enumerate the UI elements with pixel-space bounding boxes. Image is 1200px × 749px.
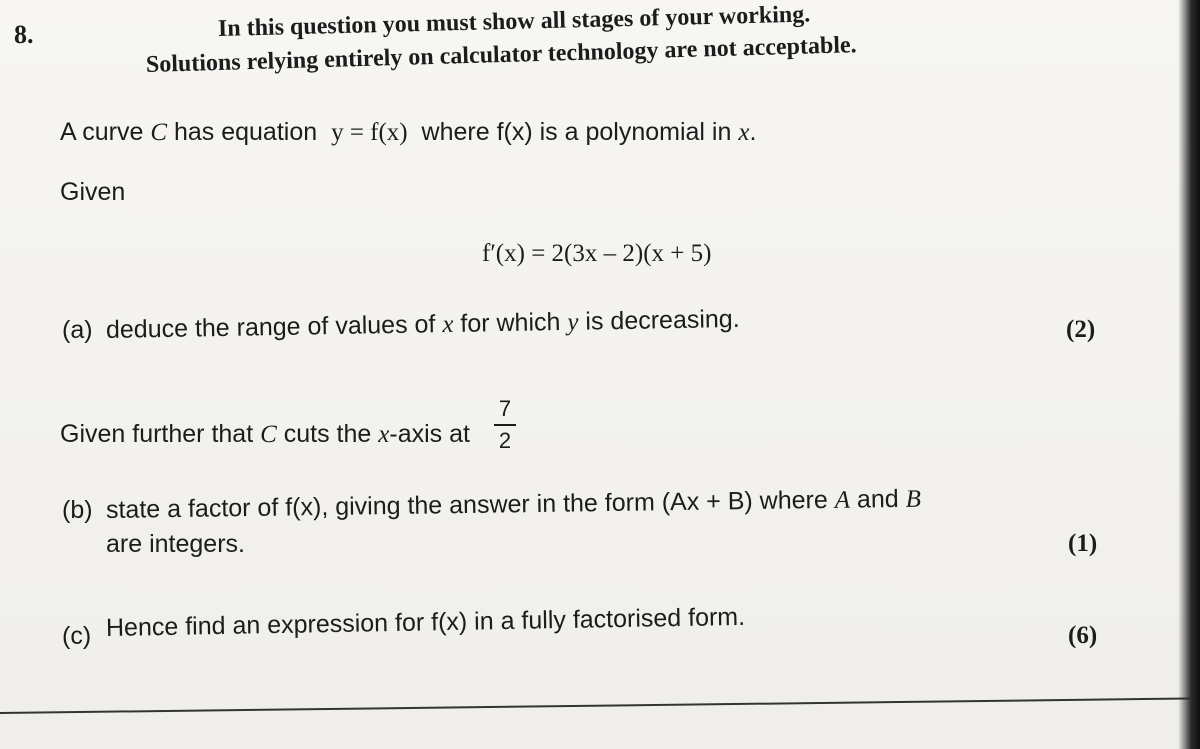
instruction-line-2: Solutions relying entirely on calculator technology are not acceptable. xyxy=(145,32,857,78)
intro-sentence: A curve C has equation y = f(x) where f(x) is a polynomial in x. xyxy=(60,118,757,146)
part-b-marks: (1) xyxy=(1068,530,1098,557)
part-b-label: (b) xyxy=(62,496,93,524)
part-a-label: (a) xyxy=(62,316,93,344)
part-a-marks: (2) xyxy=(1066,316,1096,343)
page-edge-shadow xyxy=(1178,0,1200,749)
given-label: Given xyxy=(60,178,126,206)
fraction-numerator: 7 xyxy=(498,396,512,421)
part-c-marks: (6) xyxy=(1068,622,1098,649)
derivative-equation: f′(x) = 2(3x – 2)(x + 5) xyxy=(482,240,712,267)
question-number: 8. xyxy=(14,20,34,49)
part-b-text-line-1: state a factor of f(x), giving the answer in the form (Ax + B) where A and B xyxy=(105,484,922,524)
part-c-label: (c) xyxy=(62,622,92,650)
part-a-text: deduce the range of values of x for which y is decreasing. xyxy=(105,304,740,344)
given-further-text: Given further that C cuts the x-axis at xyxy=(60,420,470,448)
instruction-line-1: In this question you must show all stages of your working. xyxy=(217,1,811,42)
part-b-text-line-2: are integers. xyxy=(106,530,245,558)
fraction-denominator: 2 xyxy=(498,428,512,453)
fraction-bar xyxy=(494,424,516,426)
part-c-text: Hence find an expression for f(x) in a fully factorised form. xyxy=(105,602,746,642)
bottom-rule xyxy=(0,697,1190,714)
root-fraction xyxy=(494,396,516,454)
curve-equation: y = f(x) xyxy=(331,119,408,146)
